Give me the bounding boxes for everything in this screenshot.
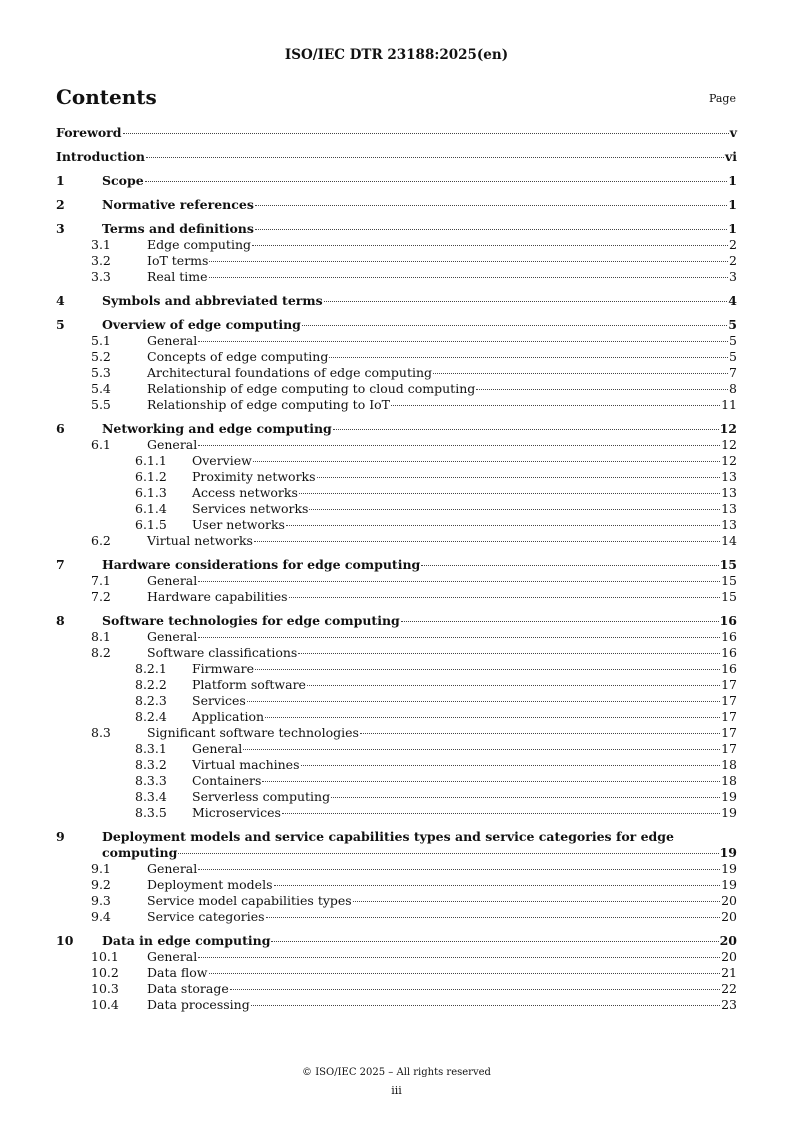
toc-entry-number: 3.2	[91, 253, 111, 268]
toc-entry-number: 8.1	[91, 629, 111, 644]
toc-entry-number: 5.5	[91, 397, 111, 412]
toc-entry-number: 8.3.5	[135, 805, 167, 820]
toc-entry[interactable]	[56, 485, 737, 501]
toc-entry[interactable]	[56, 709, 737, 725]
toc-entry-number: 6.1	[91, 437, 111, 452]
toc-entry-title: Networking and edge computing	[102, 421, 332, 436]
toc-entry-number: 5.1	[91, 333, 111, 348]
toc-entry[interactable]	[56, 197, 737, 213]
toc-entry-number: 10.3	[91, 981, 119, 996]
toc-entry-title: Service model capabilities types	[147, 893, 352, 908]
toc-entry-number: 9.2	[91, 877, 111, 892]
toc-entry-number: 8.3.2	[135, 757, 167, 772]
toc-entry-number: 8.2.3	[135, 693, 167, 708]
toc-entry-title: Access networks	[192, 485, 298, 500]
toc-entry-page: 21	[721, 965, 737, 980]
toc-entry-title: Concepts of edge computing	[147, 349, 329, 364]
toc-entry[interactable]	[56, 469, 737, 485]
toc-entry-number: 9.3	[91, 893, 111, 908]
toc-entry-number: 8	[56, 613, 65, 628]
dot-leader	[230, 989, 720, 990]
toc-entry-title: Application	[192, 709, 265, 724]
toc-entry-number: 9.4	[91, 909, 111, 924]
toc-entry-title: Hardware considerations for edge computing	[102, 557, 421, 572]
toc-entry-title: Symbols and abbreviated terms	[102, 293, 323, 308]
toc-entry-page: 18	[721, 757, 737, 772]
dot-leader	[324, 301, 728, 302]
toc-entry-page: 4	[728, 293, 737, 308]
toc-entry-number: 8.3.4	[135, 789, 167, 804]
toc-entry-title: Software technologies for edge computing	[102, 613, 400, 628]
toc-entry-number: 6	[56, 421, 65, 436]
toc-entry-title: General	[192, 741, 243, 756]
toc-entry-title: Virtual networks	[147, 533, 253, 548]
toc-entry-page: 17	[721, 741, 737, 756]
toc-entry-title: Serverless computing	[192, 789, 331, 804]
toc-entry[interactable]	[56, 997, 737, 1013]
dot-leader	[209, 261, 728, 262]
toc-entry-page: 19	[721, 789, 737, 804]
toc-entry-title: Hardware capabilities	[147, 589, 288, 604]
toc-entry-title-line: Deployment models and service capabilities types and service categories for edge	[102, 829, 674, 844]
toc-entry-number: 10	[56, 933, 74, 948]
toc-entry-page: 12	[721, 453, 737, 468]
toc-entry[interactable]	[56, 677, 737, 693]
toc-entry[interactable]	[56, 789, 737, 805]
toc-entry-page: 5	[729, 349, 737, 364]
toc-entry-number: 1	[56, 173, 65, 188]
toc-entry-number: 5.2	[91, 349, 111, 364]
toc-entry-title: General	[147, 333, 198, 348]
dot-leader	[254, 541, 720, 542]
toc-entry-title: Relationship of edge computing to IoT	[147, 397, 390, 412]
toc-entry-page: 5	[728, 317, 737, 332]
toc-entry-page: 20	[721, 909, 737, 924]
toc-entry-page: 13	[721, 485, 737, 500]
dot-leader	[243, 749, 720, 750]
toc-entry-page: 14	[721, 533, 737, 548]
toc-entry[interactable]	[56, 317, 737, 333]
dot-leader	[123, 133, 729, 134]
toc-entry-title: IoT terms	[147, 253, 209, 268]
toc-entry-page: 2	[729, 253, 737, 268]
dot-leader	[255, 205, 727, 206]
toc-entry-title: Containers	[192, 773, 262, 788]
toc-entry[interactable]	[56, 533, 737, 549]
toc-entry-title: Significant software technologies	[147, 725, 359, 740]
dot-leader	[301, 765, 721, 766]
toc-entry-title: Relationship of edge computing to cloud computing	[147, 381, 476, 396]
dot-leader	[178, 853, 718, 854]
toc-entry[interactable]	[56, 845, 737, 861]
dot-leader	[391, 405, 720, 406]
toc-entry[interactable]	[56, 381, 737, 397]
toc-entry-title: Microservices	[192, 805, 281, 820]
toc-entry-title: Service categories	[147, 909, 265, 924]
toc-entry[interactable]	[56, 589, 737, 605]
dot-leader	[198, 637, 720, 638]
toc-entry-page: 11	[721, 397, 737, 412]
toc-entry-title: Data in edge computing	[102, 933, 271, 948]
toc-entry-title: Data storage	[147, 981, 229, 996]
toc-entry[interactable]	[56, 125, 737, 141]
dot-leader	[282, 813, 720, 814]
toc-entry-page: 3	[729, 269, 737, 284]
toc-entry-number: 6.1.2	[135, 469, 167, 484]
dot-leader	[262, 781, 720, 782]
toc-entry-page: 17	[721, 677, 737, 692]
toc-entry[interactable]	[56, 349, 737, 365]
dot-leader	[253, 461, 720, 462]
toc-entry-number: 3.3	[91, 269, 111, 284]
dot-leader	[209, 973, 721, 974]
toc-entry-title: Edge computing	[147, 237, 252, 252]
dot-leader	[271, 941, 718, 942]
dot-leader	[333, 429, 719, 430]
toc-entry[interactable]	[56, 773, 737, 789]
toc-entry-number: 3	[56, 221, 65, 236]
toc-entry-title: Platform software	[192, 677, 306, 692]
toc-entry-number: 4	[56, 293, 65, 308]
toc-entry-number: 8.3	[91, 725, 111, 740]
toc-entry-page: 1	[728, 197, 737, 212]
toc-entry-number: 7.1	[91, 573, 111, 588]
dot-leader	[329, 357, 728, 358]
toc-entry[interactable]	[56, 893, 737, 909]
toc-entry-title: General	[147, 861, 198, 876]
toc-entry-number: 9	[56, 829, 65, 844]
toc-entry-page: vi	[724, 149, 737, 164]
toc-entry-title: Data processing	[147, 997, 250, 1012]
toc-entry-title: Services	[192, 693, 246, 708]
dot-leader	[309, 509, 720, 510]
toc-entry[interactable]	[56, 173, 737, 189]
toc-entry-page: 12	[721, 437, 737, 452]
toc-entry[interactable]	[56, 397, 737, 413]
toc-entry-number: 8.2.2	[135, 677, 167, 692]
toc-entry-title: computing	[102, 845, 178, 860]
toc-entry-number: 10.4	[91, 997, 119, 1012]
toc-entry-number: 2	[56, 197, 65, 212]
toc-entry[interactable]	[56, 421, 737, 437]
dot-leader	[198, 341, 728, 342]
toc-entry-number: 9.1	[91, 861, 111, 876]
dot-leader	[289, 597, 721, 598]
toc-entry-page: 16	[719, 613, 737, 628]
dot-leader	[198, 869, 720, 870]
toc-entry-number: 8.3.3	[135, 773, 167, 788]
toc-entry-number: 6.1.5	[135, 517, 167, 532]
toc-entry[interactable]	[56, 149, 737, 165]
toc-entry-title: Foreword	[56, 125, 122, 140]
toc-entry-page: 18	[721, 773, 737, 788]
toc-entry-page: 13	[721, 501, 737, 516]
dot-leader	[360, 733, 720, 734]
toc-entry-title: Real time	[147, 269, 208, 284]
toc-entry[interactable]	[56, 861, 737, 877]
toc-entry-number: 5	[56, 317, 65, 332]
dot-leader	[421, 565, 718, 566]
toc-entry-page: 15	[719, 557, 737, 572]
toc-entry-number: 7.2	[91, 589, 111, 604]
toc-entry-number: 6.1.1	[135, 453, 167, 468]
toc-entry-number: 8.2	[91, 645, 111, 660]
toc-entry[interactable]	[56, 365, 737, 381]
toc-entry[interactable]	[56, 661, 737, 677]
dot-leader	[331, 797, 720, 798]
toc-entry[interactable]	[56, 237, 737, 253]
toc-entry-page: 20	[719, 933, 737, 948]
toc-entry-number: 8.3.1	[135, 741, 167, 756]
toc-entry-page: 1	[728, 221, 737, 236]
toc-entry-title: Software classifications	[147, 645, 298, 660]
toc-entry-number: 6.2	[91, 533, 111, 548]
toc-entry[interactable]	[56, 453, 737, 469]
dot-leader	[353, 901, 720, 902]
toc-entry[interactable]	[56, 693, 737, 709]
toc-entry-title: Proximity networks	[192, 469, 316, 484]
toc-entry[interactable]	[56, 557, 737, 573]
toc-entry[interactable]	[56, 949, 737, 965]
dot-leader	[198, 445, 720, 446]
toc-entry-number: 5.3	[91, 365, 111, 380]
toc-entry-number: 5.4	[91, 381, 111, 396]
toc-entry-page: 13	[721, 469, 737, 484]
toc-entry[interactable]	[56, 437, 737, 453]
dot-leader	[255, 669, 720, 670]
dot-leader	[145, 181, 728, 182]
toc-entry-page: 16	[721, 645, 737, 660]
toc-entry[interactable]	[56, 877, 737, 893]
dot-leader	[401, 621, 719, 622]
toc-entry[interactable]	[56, 741, 737, 757]
toc-entry[interactable]	[56, 517, 737, 533]
toc-entry-page: 19	[721, 877, 737, 892]
toc-entry[interactable]	[56, 965, 737, 981]
toc-entry[interactable]	[56, 757, 737, 773]
toc-entry-number: 8.2.1	[135, 661, 167, 676]
toc-entry-number: 6.1.4	[135, 501, 167, 516]
dot-leader	[307, 685, 720, 686]
toc-entry[interactable]	[56, 909, 737, 925]
toc-entry[interactable]	[56, 573, 737, 589]
dot-leader	[476, 389, 728, 390]
dot-leader	[265, 717, 720, 718]
toc-entry-title: General	[147, 437, 198, 452]
toc-entry-title: User networks	[192, 517, 285, 532]
toc-entry-title: Terms and definitions	[102, 221, 254, 236]
toc-entry-title: Data flow	[147, 965, 208, 980]
toc-entry-title: General	[147, 949, 198, 964]
toc-entry-page: 17	[721, 693, 737, 708]
toc-entry[interactable]	[56, 253, 737, 269]
toc-entry[interactable]	[56, 805, 737, 821]
toc-entry-page: v	[729, 125, 737, 140]
toc-entry[interactable]	[56, 725, 737, 741]
dot-leader	[247, 701, 720, 702]
toc-entry-page: 8	[729, 381, 737, 396]
toc-entry-number: 7	[56, 557, 65, 572]
toc-entry[interactable]	[56, 293, 737, 309]
toc-entry-title: Virtual machines	[192, 757, 300, 772]
toc-entry-title: Scope	[102, 173, 144, 188]
toc-entry-title: Firmware	[192, 661, 255, 676]
toc-entry[interactable]	[56, 501, 737, 517]
toc-entry-title: Overview	[192, 453, 252, 468]
toc-entry-page: 20	[721, 949, 737, 964]
dot-leader	[146, 157, 724, 158]
toc-entry-number: 10.1	[91, 949, 119, 964]
toc-entry-page: 17	[721, 725, 737, 740]
dot-leader	[317, 477, 721, 478]
toc-entry-title: Introduction	[56, 149, 146, 164]
toc-entry-page: 19	[721, 861, 737, 876]
dot-leader	[286, 525, 720, 526]
dot-leader	[255, 229, 727, 230]
toc-entry-title: Deployment models	[147, 877, 273, 892]
toc-entry-title: General	[147, 629, 198, 644]
toc-entry[interactable]	[56, 221, 737, 237]
toc-entry-page: 19	[719, 845, 737, 860]
toc-entry-page: 13	[721, 517, 737, 532]
copyright-footer: © ISO/IEC 2025 – All rights reserved	[302, 1067, 491, 1078]
dot-leader	[198, 581, 720, 582]
toc-entry-page: 5	[729, 333, 737, 348]
toc-entry-page: 16	[721, 629, 737, 644]
toc-entry-title: Overview of edge computing	[102, 317, 301, 332]
toc-entry-page: 1	[728, 173, 737, 188]
toc-entry-title: Normative references	[102, 197, 254, 212]
toc-entry[interactable]	[56, 269, 737, 285]
dot-leader	[298, 653, 720, 654]
toc-entry-page: 16	[721, 661, 737, 676]
page-column-label: Page	[708, 92, 736, 105]
toc-entry-page: 15	[721, 589, 737, 604]
document-id-header: ISO/IEC DTR 23188:2025(en)	[284, 47, 509, 63]
toc-entry-page: 15	[721, 573, 737, 588]
dot-leader	[302, 325, 727, 326]
toc-entry-number: 3.1	[91, 237, 111, 252]
dot-leader	[299, 493, 720, 494]
toc-entry[interactable]	[56, 933, 737, 949]
toc-entry[interactable]	[56, 981, 737, 997]
dot-leader	[266, 917, 721, 918]
toc-entry-number: 8.2.4	[135, 709, 167, 724]
toc-entry-page: 2	[729, 237, 737, 252]
toc-entry-page: 7	[729, 365, 737, 380]
toc-entry-number: 6.1.3	[135, 485, 167, 500]
toc-entry-title: Architectural foundations of edge computing	[147, 365, 433, 380]
dot-leader	[433, 373, 728, 374]
toc-entry[interactable]	[56, 333, 737, 349]
toc-entry-title: General	[147, 573, 198, 588]
toc-entry[interactable]	[56, 613, 737, 629]
page-number: iii	[391, 1084, 402, 1097]
dot-leader	[209, 277, 729, 278]
toc-entry[interactable]	[56, 629, 737, 645]
toc-entry-page: 12	[719, 421, 737, 436]
toc-entry-page: 22	[721, 981, 737, 996]
toc-entry-page: 19	[721, 805, 737, 820]
page-title: Contents	[56, 85, 157, 109]
dot-leader	[251, 1005, 720, 1006]
toc-entry[interactable]	[56, 645, 737, 661]
toc-entry-title: Services networks	[192, 501, 309, 516]
toc-entry-page: 23	[721, 997, 737, 1012]
toc-entry-page: 17	[721, 709, 737, 724]
toc-entry-page: 20	[721, 893, 737, 908]
toc-entry-number: 10.2	[91, 965, 119, 980]
dot-leader	[274, 885, 721, 886]
dot-leader	[252, 245, 728, 246]
dot-leader	[198, 957, 720, 958]
